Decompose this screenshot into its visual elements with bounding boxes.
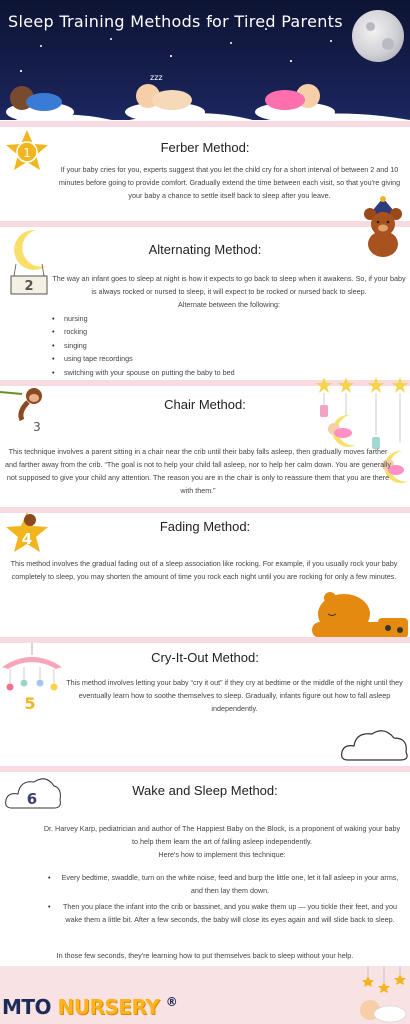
ferber-method-text: If your baby cries for you, experts suggest that you let the child cry for a short interval of between 2 and 10 minutes before going to provide comfort. Gradually extend the time between each visit, so that you're giving your baby a chance to settle itself back to sleep after you leave. bbox=[58, 165, 401, 200]
registered-mark: ® bbox=[165, 995, 178, 1009]
cry-it-out-method-text: This method involves letting your baby “cry it out” if they cry at bedtime or the middle of the night until they eventually learn how to soothe themselves to sleep. Gradually, infants figure out how to fall asleep independently. bbox=[66, 678, 403, 713]
hanging-stars-baby-icon bbox=[358, 966, 410, 1024]
svg-text:6: 6 bbox=[26, 790, 38, 808]
moon-icon bbox=[352, 10, 404, 62]
wake-and-sleep-method-list bbox=[48, 871, 400, 927]
star-icon bbox=[290, 60, 292, 62]
sleeping-bear-icon bbox=[308, 592, 410, 640]
fading-method-text: This method involves the gradual fading out of a sleep association like rocking. For example, if you usually rock your baby completely to sleep, you may shorten the amount of time you rock each night until you are rocking for only a few minutes. bbox=[10, 559, 398, 581]
brand-logo[interactable] bbox=[2, 995, 177, 1019]
sleeping-babies-illustration bbox=[0, 66, 410, 120]
fading-method-title: Fading Method: bbox=[159, 519, 251, 534]
brand-logo-nursery: NURSERY bbox=[57, 995, 160, 1019]
chair-method-title: Chair Method: bbox=[164, 397, 246, 412]
list-item: • switching with your spouse on putting the baby to bed bbox=[52, 366, 352, 379]
list-item: • nursing bbox=[52, 312, 352, 325]
wake-and-sleep-method-outro: In those few seconds, they're learning how to put themselves back to sleep without your help. bbox=[56, 951, 354, 960]
alternating-method-title: Alternating Method: bbox=[148, 242, 262, 257]
ferber-method-title: Ferber Method: bbox=[160, 140, 250, 155]
star-icon bbox=[40, 45, 42, 47]
svg-text:1: 1 bbox=[23, 146, 31, 160]
section-divider bbox=[0, 507, 410, 513]
chair-method-text: This technique involves a parent sitting in a chair near the crib until their baby falls asleep, then gradually moves farther and farther away from the crib. “The goal is not to help your child fall asleep, nor to help her calm down. You are generally not supposed to give your child any attention. The reason you are in the chair is only to reassure them that you are there with them.” bbox=[5, 447, 391, 495]
list-item: • using tape recordings bbox=[52, 352, 352, 365]
hanging-moon-number-two-icon bbox=[6, 226, 52, 296]
list-item: • Then you place the infant into the crib or bassinet, and you wake them up — you tickle their feet, and you wake them a little bit. After a few seconds, the baby will close its eyes again and will slide back to sleep. bbox=[48, 900, 400, 927]
wake-and-sleep-method-title: Wake and Sleep Method: bbox=[132, 783, 278, 798]
wake-and-sleep-method-intro: Here's how to implement this technique: bbox=[158, 850, 286, 859]
svg-text:3: 3 bbox=[33, 420, 41, 434]
star-icon bbox=[230, 42, 232, 44]
star-icon bbox=[330, 40, 332, 42]
brand-logo-mto: MTO bbox=[2, 995, 52, 1019]
alternating-method-text: The way an infant goes to sleep at night is how it expects to go back to sleep when it awakens. So, if your baby is always rocked or nursed to sleep, it will expect to be rocked or nursed back to sleep. bbox=[52, 274, 406, 296]
svg-text:2: 2 bbox=[24, 279, 34, 294]
section-divider bbox=[0, 221, 410, 227]
section-divider bbox=[0, 766, 410, 772]
star-icon bbox=[110, 38, 112, 40]
alternating-method-intro: Alternate between the following: bbox=[178, 300, 280, 309]
list-item: • Every bedtime, swaddle, turn on the white noise, feed and burp the little one, let it fall asleep in your arms, and then lay them down. bbox=[48, 871, 400, 898]
list-item: • rocking bbox=[52, 325, 352, 338]
cry-it-out-method-title: Cry-It-Out Method: bbox=[151, 650, 259, 665]
page-title: Sleep Training Methods for Tired Parents bbox=[8, 12, 343, 31]
cloud-icon bbox=[340, 726, 410, 766]
header-banner bbox=[0, 0, 410, 120]
svg-text:zzz: zzz bbox=[150, 73, 163, 82]
section-divider bbox=[0, 121, 410, 127]
wake-and-sleep-method-text: Dr. Harvey Karp, pediatrician and author of The Happiest Baby on the Block, is a proponent of waking your baby to help them learn the art of falling asleep independently. bbox=[43, 824, 401, 846]
star-icon bbox=[170, 55, 172, 57]
list-item: • singing bbox=[52, 339, 352, 352]
svg-text:4: 4 bbox=[21, 530, 33, 548]
svg-text:5: 5 bbox=[24, 694, 36, 711]
alternating-method-list bbox=[52, 312, 352, 379]
